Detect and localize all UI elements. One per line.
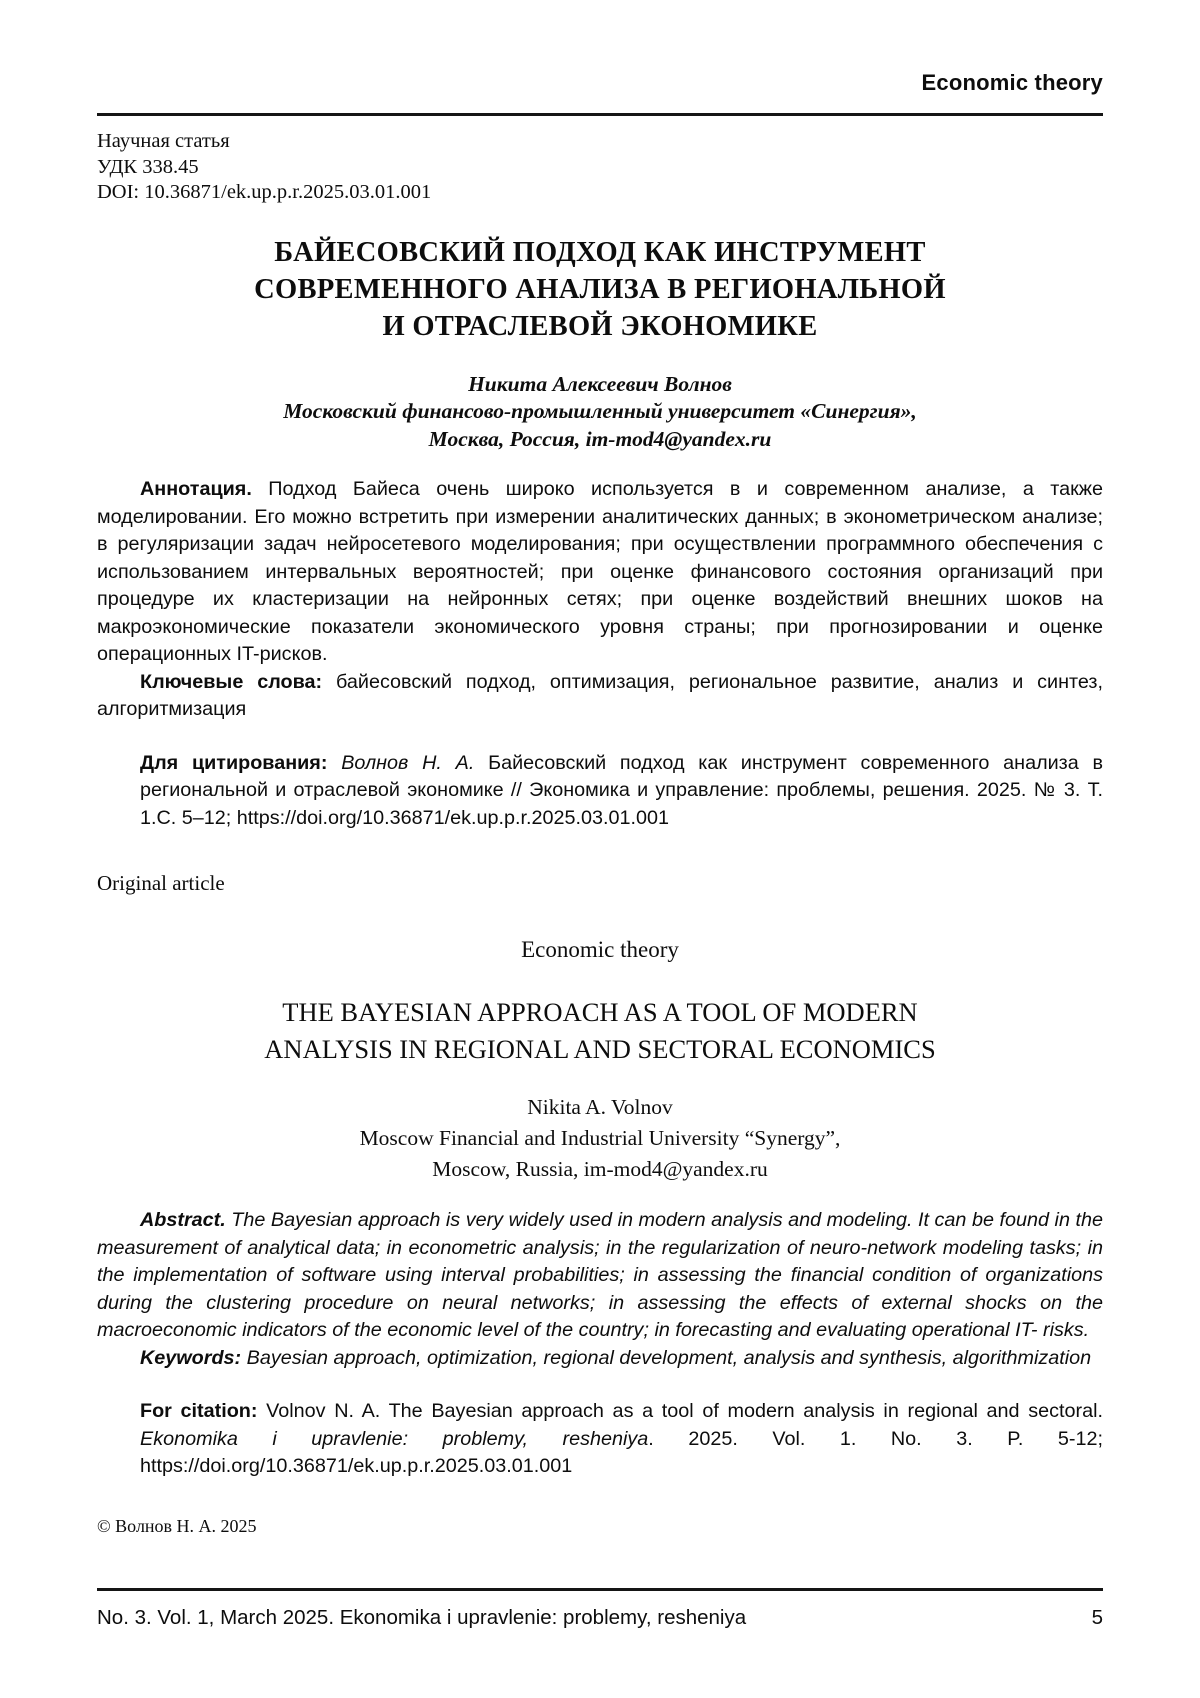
author-city-email-en: Moscow, Russia, im-mod4@yandex.ru: [432, 1157, 768, 1181]
footer-issue-info: No. 3. Vol. 1, March 2025. Ekonomika i upravlenie: problemy, resheniya: [97, 1606, 747, 1629]
citation-ru-author: Волнов Н. А.: [341, 751, 475, 774]
page-footer: [97, 1571, 1103, 1630]
keywords-ru-text: байесовский подход, оптимизация, региональное развитие, анализ и синтез, алгоритмизация: [97, 670, 1103, 720]
affiliation-ru: Московский финансово-промышленный университет «Синергия»,: [283, 399, 917, 423]
citation-en-journal: Ekonomika i upravlenie: problemy, resheniya: [140, 1427, 649, 1450]
citation-en-rest: . 2025. Vol. 1. No. 3. P. 5-12; https://doi.org/10.36871/ek.up.p.r.2025.03.01.001: [140, 1427, 1103, 1477]
footer-page-number: 5: [1091, 1606, 1103, 1629]
keywords-ru: [97, 669, 1103, 724]
footer-row: [97, 1606, 1103, 1630]
author-city-email-ru: Москва, Россия, im-mod4@yandex.ru: [428, 426, 772, 451]
footer-rule: [97, 1588, 1103, 1591]
running-head-title: Economic theory: [921, 70, 1103, 95]
citation-ru-label: Для цитирования:: [140, 751, 328, 774]
article-type-en: Original article: [97, 871, 225, 895]
citation-en-text: Volnov N. A. The Bayesian approach as a tool of modern analysis in regional and sectoral.: [266, 1400, 1103, 1422]
title-ru-line-3: И ОТРАСЛЕВОЙ ЭКОНОМИКЕ: [382, 310, 818, 342]
citation-ru-text: Байесовский подход как инструмент современного анализа в региональной и отраслевой экономике // Экономика и управление: проблемы, решения. 2025. № 3. Т. 1.С. 5–12; https://doi.org/10.36871/ek.up.p.r.2025.03.01.001: [140, 751, 1103, 829]
section-heading-en: Economic theory: [521, 937, 679, 962]
abstract-en-label: Abstract.: [140, 1209, 226, 1231]
keywords-ru-label: Ключевые слова:: [140, 670, 323, 693]
article-title-en: [97, 994, 1103, 1068]
abstract-ru-text: Подход Байеса очень широко используется в и современном анализе, а также моделировании. Его можно встретить при измерении аналитических данных; в эконометрическом анализе; в регуляризации задач нейросетевого моделирования; при осуществлении программного обеспечения с использованием интервальных вероятностей; при оценке финансового состояния организаций при процедуре их кластеризации на нейронных сетях; при оценке воздействий внешних шоков на макроэкономические показатели экономического уровня страны; при прогнозировании и оценке операционных IT-рисков.: [97, 478, 1103, 665]
article-title-ru: [107, 234, 1093, 345]
author-block-en: [97, 1092, 1103, 1185]
citation-en-label: For citation:: [140, 1400, 258, 1422]
article-type-ru: Научная статья: [97, 130, 230, 152]
title-en-line-2: ANALYSIS IN REGIONAL AND SECTORAL ECONOMICS: [264, 1034, 936, 1064]
title-en-line-1: THE BAYESIAN APPROACH AS A TOOL OF MODERN: [282, 997, 918, 1027]
running-head: [97, 70, 1103, 96]
affiliation-en: Moscow Financial and Industrial University “Synergy”,: [359, 1126, 841, 1150]
header-rule: [97, 113, 1103, 116]
author-name-ru: Никита Алексеевич Волнов: [468, 371, 732, 396]
title-ru-line-2: СОВРЕМЕННОГО АНАЛИЗА В РЕГИОНАЛЬНОЙ: [254, 273, 946, 305]
keywords-en-label: Keywords:: [140, 1346, 242, 1369]
abstract-ru: [97, 476, 1103, 669]
citation-ru: [140, 750, 1103, 833]
abstract-en-text: The Bayesian approach is very widely used in modern analysis and modeling. It can be found in the measurement of analytical data; in econometric analysis; in the regularization of neuro-network modeling tasks; in the implementation of software using interval probabilities; in assessing the financial condition of organizations during the clustering procedure on neural networks; in assessing the effects of external shocks on the macroeconomic indicators of the economic level of the country; in forecasting and evaluating operational IT- risks.: [97, 1209, 1103, 1341]
abstract-ru-label: Аннотация.: [140, 478, 252, 500]
citation-en: [140, 1398, 1103, 1481]
author-name-en: Nikita A. Volnov: [527, 1095, 673, 1119]
keywords-en-text: Bayesian approach, optimization, regional development, analysis and synthesis, algorithmization: [246, 1346, 1092, 1369]
udk-code: УДК 338.45: [97, 155, 199, 178]
copyright-line: © Волнов Н. А. 2025: [97, 1515, 257, 1536]
abstract-en: [97, 1207, 1103, 1345]
article-meta: [97, 129, 1103, 206]
doi-line: DOI: 10.36871/ek.up.p.r.2025.03.01.001: [97, 181, 432, 203]
title-ru-line-1: БАЙЕСОВСКИЙ ПОДХОД КАК ИНСТРУМЕНТ: [274, 236, 926, 268]
author-block-ru: [97, 371, 1103, 454]
keywords-en: [97, 1345, 1103, 1373]
